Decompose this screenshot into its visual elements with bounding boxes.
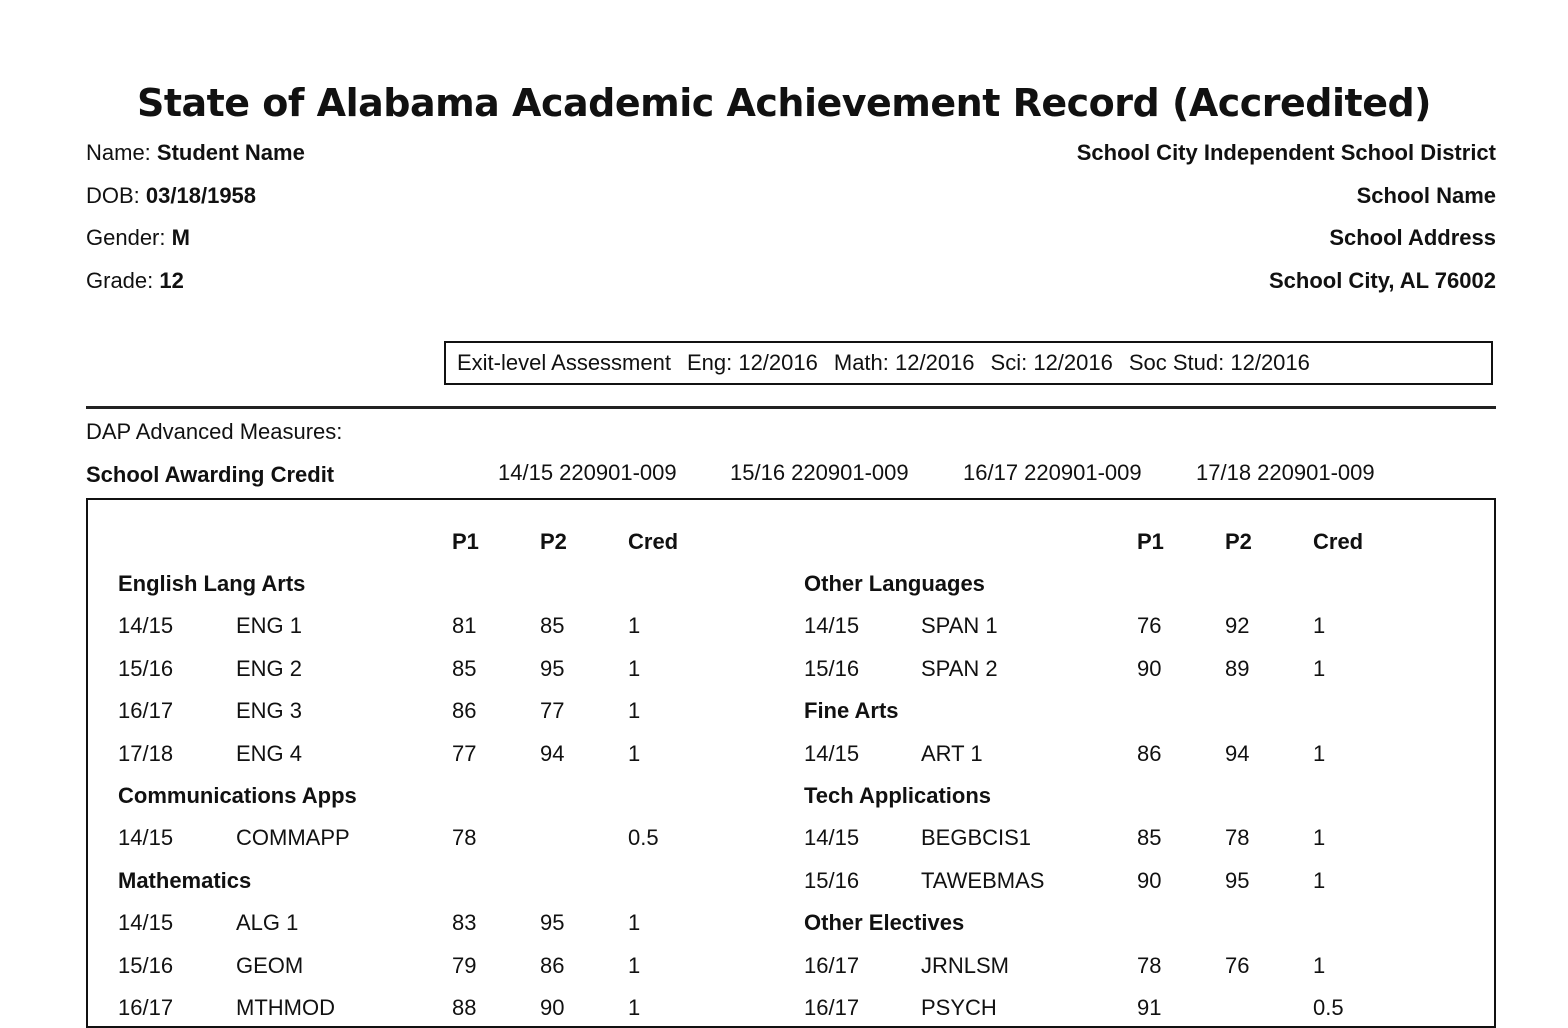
grade-p2: 94 xyxy=(540,740,565,766)
student-grade: 12 xyxy=(159,267,184,293)
left-p2-header: P2 xyxy=(540,529,567,554)
term-year: 14/15 xyxy=(804,740,860,766)
grade-p1: 78 xyxy=(452,825,477,851)
awarding-code-1516: 15/16 220901-009 xyxy=(730,460,909,485)
student-gender-row xyxy=(86,217,305,260)
grade-p1: 78 xyxy=(1137,952,1162,978)
student-dob-row xyxy=(86,175,305,218)
exit-math: Math: 12/2016 xyxy=(833,350,975,375)
exit-assessment-label: Exit-level Assessment xyxy=(457,350,671,375)
category-heading: Tech Applications xyxy=(804,783,992,808)
school-awarding-credit-label: School Awarding Credit xyxy=(86,462,335,487)
left-cred-header: Cred xyxy=(628,529,679,554)
school-address xyxy=(1077,217,1496,260)
term-year: 16/17 xyxy=(118,698,174,724)
exit-sci: Sci: 12/2016 xyxy=(990,350,1113,375)
grade-p1: 79 xyxy=(452,952,477,978)
credit: 1 xyxy=(628,995,641,1020)
course-code: PSYCH xyxy=(921,995,997,1020)
course-code: ENG 4 xyxy=(236,740,303,766)
grade-p2: 95 xyxy=(540,655,565,681)
grade-p2: 77 xyxy=(540,698,565,724)
grade-p2: 95 xyxy=(540,910,565,936)
student-name: Student Name xyxy=(156,140,305,165)
term-year: 14/15 xyxy=(804,825,860,851)
student-info xyxy=(86,132,305,302)
term-year: 16/17 xyxy=(118,995,174,1020)
grade-p2: 95 xyxy=(1225,867,1250,893)
grade-p1: 85 xyxy=(452,655,477,681)
term-year: 14/15 xyxy=(804,613,860,639)
school-name-text: School Name xyxy=(1356,182,1496,208)
course-code: TAWEBMAS xyxy=(921,867,1045,893)
credit: 1 xyxy=(628,740,641,766)
grade-p2: 90 xyxy=(540,995,565,1020)
field-label: Name: xyxy=(86,140,151,165)
credit: 1 xyxy=(1313,867,1326,893)
grade-p1: 91 xyxy=(1137,995,1162,1020)
section-divider xyxy=(86,406,1496,409)
course-code: ENG 3 xyxy=(236,698,303,724)
school-city xyxy=(1077,260,1496,303)
credit: 1 xyxy=(628,655,641,681)
grade-p1: 83 xyxy=(452,910,477,936)
category-heading: Other Languages xyxy=(804,571,985,596)
term-year: 14/15 xyxy=(118,910,174,936)
term-year: 15/16 xyxy=(118,655,174,681)
term-year: 15/16 xyxy=(804,867,860,893)
student-name-row xyxy=(86,132,305,175)
credit: 1 xyxy=(628,952,641,978)
page-title: State of Alabama Academic Achievement Record (Accredited) xyxy=(136,81,1432,125)
grade-p2: 76 xyxy=(1225,952,1250,978)
term-year: 17/18 xyxy=(118,740,174,766)
term-year: 15/16 xyxy=(804,655,860,681)
credit: 1 xyxy=(1313,740,1326,766)
school-district-text: School City Independent School District xyxy=(1076,140,1496,165)
course-code: ENG 2 xyxy=(236,655,303,681)
credit: 0.5 xyxy=(1313,995,1344,1020)
credit: 1 xyxy=(628,613,641,639)
grade-p2: 78 xyxy=(1225,825,1250,851)
school-district xyxy=(1077,132,1496,175)
field-label: Gender: xyxy=(86,225,166,250)
course-code: MTHMOD xyxy=(236,995,335,1020)
grade-p1: 88 xyxy=(452,995,477,1020)
category-heading: Fine Arts xyxy=(804,698,899,724)
left-p1-header: P1 xyxy=(452,529,479,554)
grade-p2: 92 xyxy=(1225,613,1250,639)
right-cred-header: Cred xyxy=(1313,529,1364,554)
exit-eng: Eng: 12/2016 xyxy=(686,350,818,375)
course-code: SPAN 1 xyxy=(921,613,998,639)
term-year: 16/17 xyxy=(804,995,860,1020)
course-code: COMMAPP xyxy=(236,825,350,851)
grade-p1: 76 xyxy=(1137,613,1162,639)
grade-p1: 86 xyxy=(1137,740,1162,766)
course-code: ENG 1 xyxy=(236,613,303,639)
awarding-code-1617: 16/17 220901-009 xyxy=(963,460,1142,485)
school-address-text: School Address xyxy=(1329,225,1496,250)
grade-p1: 90 xyxy=(1137,655,1162,681)
course-code: ART 1 xyxy=(921,740,983,766)
grades-table xyxy=(86,498,1496,1028)
course-code: SPAN 2 xyxy=(921,655,998,681)
right-p2-header: P2 xyxy=(1225,529,1252,554)
course-code: GEOM xyxy=(236,952,304,978)
grade-p2: 85 xyxy=(540,613,565,639)
school-info xyxy=(1077,132,1496,302)
category-heading: English Lang Arts xyxy=(118,571,306,596)
awarding-code-1718: 17/18 220901-009 xyxy=(1196,460,1375,485)
dap-label: DAP Advanced Measures: xyxy=(86,419,343,444)
grade-p2: 86 xyxy=(540,952,565,978)
school-name xyxy=(1077,175,1496,218)
course-code: BEGBCIS1 xyxy=(921,825,1032,851)
right-p1-header: P1 xyxy=(1137,529,1164,554)
category-heading: Communications Apps xyxy=(118,783,357,808)
credit: 1 xyxy=(1313,613,1326,639)
grade-p1: 81 xyxy=(452,613,477,639)
category-heading: Mathematics xyxy=(118,867,252,893)
credit: 0.5 xyxy=(628,825,659,851)
student-grade-row xyxy=(86,260,305,303)
course-code: JRNLSM xyxy=(921,952,1010,978)
credit: 1 xyxy=(1313,655,1326,681)
grade-p1: 77 xyxy=(452,740,477,766)
category-heading: Other Electives xyxy=(804,910,965,936)
grade-p1: 90 xyxy=(1137,867,1162,893)
grade-p1: 86 xyxy=(452,698,477,724)
term-year: 16/17 xyxy=(804,952,860,978)
grade-p2: 89 xyxy=(1225,655,1250,681)
exit-assessment-box xyxy=(444,341,1493,385)
credit: 1 xyxy=(1313,952,1326,978)
term-year: 15/16 xyxy=(118,952,174,978)
credit: 1 xyxy=(628,698,641,724)
credit: 1 xyxy=(628,910,641,936)
course-code: ALG 1 xyxy=(236,910,299,936)
term-year: 14/15 xyxy=(118,613,174,639)
grade-p1: 85 xyxy=(1137,825,1162,851)
student-gender: M xyxy=(171,225,190,250)
term-year: 14/15 xyxy=(118,825,174,851)
school-city-text: School City, AL 76002 xyxy=(1268,267,1496,293)
exit-soc-stud: Soc Stud: 12/2016 xyxy=(1128,350,1310,375)
awarding-code-1415: 14/15 220901-009 xyxy=(498,460,677,485)
field-label: DOB: xyxy=(86,182,140,208)
credit: 1 xyxy=(1313,825,1326,851)
field-label: Grade: xyxy=(86,267,154,293)
grade-p2: 94 xyxy=(1225,740,1250,766)
student-dob: 03/18/1958 xyxy=(145,182,257,208)
